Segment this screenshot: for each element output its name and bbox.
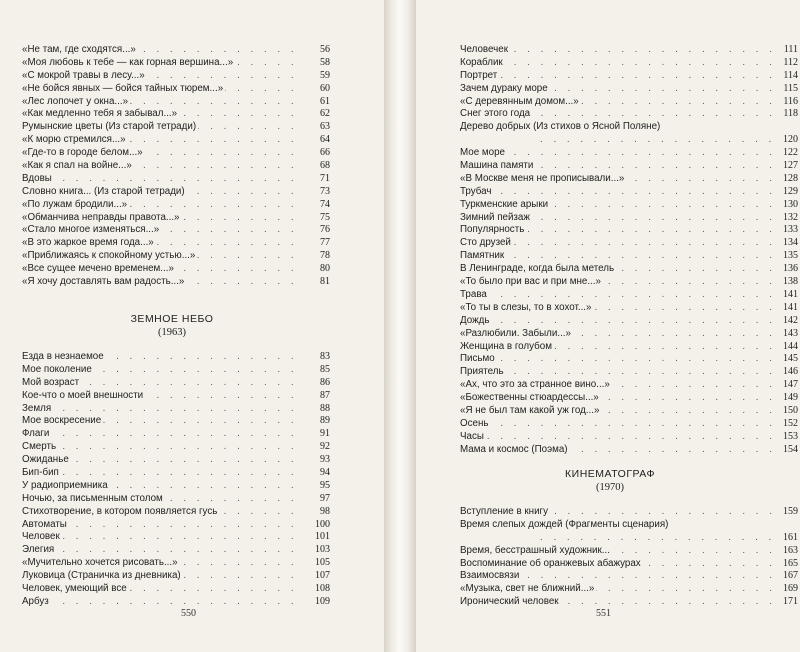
page-number-right: 551: [596, 608, 611, 619]
toc-entry-title: «Я хочу доставлять вам радость...»: [22, 276, 185, 288]
toc-entry-title: Земля: [22, 402, 52, 414]
dot-leader: [460, 57, 772, 70]
toc-entry-page: 92: [304, 441, 330, 454]
toc-entry-title: «Обманчива неправды правота...»: [22, 211, 180, 223]
toc-entry-title: «Я не был там какой уж год...»: [460, 404, 600, 416]
toc-entry-page: 68: [304, 160, 330, 173]
toc-entry: [22, 237, 330, 250]
toc-entry: [460, 70, 798, 83]
toc-entry: [460, 186, 798, 199]
toc-entry-page: 101: [304, 531, 330, 544]
toc-entry: [460, 545, 798, 558]
toc-entry: [460, 519, 798, 545]
toc-entry-title: Стихотворение, в котором появляется гусь: [22, 505, 218, 517]
toc-entry: [460, 108, 798, 121]
toc-entry-page: 144: [772, 341, 798, 354]
toc-entry-title: Кое-что о моей внешности: [22, 389, 144, 401]
toc-entry-page: 161: [772, 532, 798, 545]
toc-entry-title: Словно книга... (Из старой тетради): [22, 185, 185, 197]
toc-entry-page: 93: [304, 454, 330, 467]
toc-entry-title: Часы: [460, 430, 484, 442]
toc-entry: [460, 173, 798, 186]
toc-entry-page: 120: [772, 134, 798, 147]
toc-entry-page: 141: [772, 289, 798, 302]
toc-entry-page: 77: [304, 237, 330, 250]
toc-entry-title: Кораблик: [460, 56, 503, 68]
toc-entry-title: Сто друзей: [460, 237, 511, 249]
toc-entry: [22, 544, 330, 557]
section-year-1970: (1970): [596, 482, 624, 493]
toc-entry: [460, 160, 798, 173]
toc-entry: [460, 353, 798, 366]
toc-entry-page: 111: [772, 44, 798, 57]
toc-entry-page: 64: [304, 134, 330, 147]
dot-leader: [22, 544, 304, 557]
toc-entry-title: «Все сущее мечено временем...»: [22, 263, 174, 275]
dot-leader: [460, 353, 772, 366]
toc-entry: [22, 57, 330, 70]
toc-entry-page: 109: [304, 596, 330, 609]
dot-leader: [22, 403, 304, 416]
toc-entry: [22, 212, 330, 225]
toc-entry-page: 169: [772, 583, 798, 596]
toc-entry-title: Время слепых дождей (Фрагменты сценария): [460, 519, 712, 532]
toc-entry-title: Популярность: [460, 224, 525, 236]
toc-entry-page: 115: [772, 83, 798, 96]
toc-entry-page: 88: [304, 403, 330, 416]
toc-entry: [460, 558, 798, 571]
toc-entry: [460, 328, 798, 341]
toc-entry-title: «То ты в слезы, то в хохот...»: [460, 301, 592, 313]
toc-entry-title: Арбуз: [22, 595, 49, 607]
toc-entry-page: 76: [304, 224, 330, 237]
toc-entry: [460, 57, 798, 70]
toc-list-right-top: [416, 44, 800, 457]
toc-entry-title: Зимний пейзаж: [460, 211, 530, 223]
toc-entry-page: 66: [304, 147, 330, 160]
toc-entry: [22, 160, 330, 173]
toc-entry-title: Мама и космос (Поэма): [460, 443, 568, 455]
dot-leader: [460, 366, 772, 379]
toc-entry-page: 130: [772, 199, 798, 212]
toc-entry-page: 142: [772, 315, 798, 328]
toc-entry-title: «Стало многое изменяться...»: [22, 224, 160, 236]
dot-leader: [460, 315, 772, 328]
toc-entry-title: Мое поколение: [22, 363, 92, 375]
toc-entry-page: 138: [772, 276, 798, 289]
toc-entry-title: «В это жаркое время года...»: [22, 237, 154, 249]
toc-entry-title: Луковица (Страничка из дневника): [22, 570, 181, 582]
toc-entry-page: 167: [772, 570, 798, 583]
toc-entry-page: 73: [304, 186, 330, 199]
toc-entry-title: Женщина в голубом: [460, 340, 552, 352]
toc-entry: [460, 44, 798, 57]
toc-entry-page: 97: [304, 493, 330, 506]
toc-entry: [460, 276, 798, 289]
toc-entry-page: 154: [772, 444, 798, 457]
toc-entry: [22, 480, 330, 493]
toc-entry-page: 100: [304, 519, 330, 532]
toc-entry: [22, 441, 330, 454]
toc-entry-page: 153: [772, 431, 798, 444]
toc-entry: [460, 405, 798, 418]
toc-entry-title: Бип-бип: [22, 467, 59, 479]
toc-entry-title: Мое море: [460, 147, 505, 159]
toc-entry: [460, 315, 798, 328]
toc-entry-title: Езда в незнаемое: [22, 351, 104, 362]
toc-entry: [22, 147, 330, 160]
dot-leader: [22, 596, 304, 609]
toc-entry-page: 127: [772, 160, 798, 173]
toc-entry-page: 81: [304, 276, 330, 289]
toc-entry-page: 63: [304, 121, 330, 134]
toc-entry: [22, 121, 330, 134]
toc-entry-page: 83: [304, 351, 330, 364]
dot-leader: [460, 186, 772, 199]
toc-entry-page: 58: [304, 57, 330, 70]
dot-leader: [22, 441, 304, 454]
toc-entry: [22, 519, 330, 532]
toc-entry: [22, 250, 330, 263]
toc-entry-page: 152: [772, 418, 798, 431]
toc-entry-page: 143: [772, 328, 798, 341]
toc-entry: [460, 583, 798, 596]
toc-entry: [22, 199, 330, 212]
toc-entry-title: «В Москве меня не прописывали...»: [460, 172, 625, 184]
toc-entry-title: «С мокрой травы в лесу...»: [22, 69, 145, 81]
toc-entry-title: Дождь: [460, 314, 490, 326]
toc-entry-title: Смерть: [22, 441, 57, 453]
toc-entry-title: «Музыка, свет не ближний...»: [460, 583, 595, 595]
section-title-kinematograf: КИНЕМАТОГРАФ: [565, 468, 655, 480]
toc-entry-page: 87: [304, 390, 330, 403]
dot-leader: [22, 467, 304, 480]
toc-entry: [460, 444, 798, 457]
dot-leader: [460, 289, 772, 302]
toc-entry: [460, 379, 798, 392]
toc-entry-title: Воспоминание об оранжевых абажурах: [460, 557, 641, 569]
toc-entry-title: Ожиданье: [22, 454, 69, 466]
toc-entry: [460, 263, 798, 276]
toc-entry-title: У радиоприемника: [22, 479, 108, 491]
toc-entry-title: Человек: [22, 531, 60, 543]
toc-entry: [22, 596, 330, 609]
toc-entry-page: 133: [772, 224, 798, 237]
toc-entry-title: «Как медленно тебя я забывал...»: [22, 108, 178, 120]
toc-entry-page: 116: [772, 96, 798, 109]
toc-entry-title: «Божественны стюардессы...»: [460, 392, 599, 404]
toc-entry-page: 118: [772, 108, 798, 121]
dot-leader: [460, 250, 772, 263]
toc-entry-title: В Ленинграде, когда была метель: [460, 263, 615, 275]
toc-entry: [22, 364, 330, 377]
toc-entry-title: «Приближаясь к спокойному устью...»: [22, 250, 196, 262]
toc-entry: [22, 583, 330, 596]
toc-entry-page: 95: [304, 480, 330, 493]
toc-entry: [22, 44, 330, 57]
dot-leader: [460, 70, 772, 83]
toc-entry: [22, 186, 330, 199]
toc-entry-title: Иронический человек: [460, 596, 559, 608]
toc-entry-page: 80: [304, 263, 330, 276]
toc-entry-page: 56: [304, 44, 330, 57]
toc-entry-title: Осень: [460, 417, 489, 429]
toc-entry-title: Туркменские арыки: [460, 198, 549, 210]
toc-entry-title: «Не бойся явных — бойся тайных тюрем...»: [22, 82, 224, 94]
toc-entry-page: 171: [772, 596, 798, 609]
toc-entry-title: Человек, умеющий все: [22, 583, 127, 595]
toc-entry-page: 86: [304, 377, 330, 390]
dot-leader: [460, 418, 772, 431]
toc-entry: [22, 83, 330, 96]
toc-entry-title: Взаимосвязи: [460, 570, 520, 582]
toc-entry: [22, 96, 330, 109]
toc-entry: [22, 390, 330, 403]
toc-entry-page: 78: [304, 250, 330, 263]
toc-entry: [22, 506, 330, 519]
toc-entry-title: Снег этого года: [460, 108, 531, 120]
toc-entry-page: 71: [304, 173, 330, 186]
toc-entry-page: 150: [772, 405, 798, 418]
toc-entry: [22, 70, 330, 83]
toc-entry-page: 135: [772, 250, 798, 263]
toc-entry-title: Зачем дураку море: [460, 82, 548, 94]
toc-entry-title: «Моя любовь к тебе — как горная вершина...»: [22, 56, 234, 68]
toc-list-right-bottom: [416, 506, 800, 609]
toc-entry: [22, 134, 330, 147]
toc-entry-title: «Не там, где сходятся...»: [22, 44, 136, 55]
dot-leader: [22, 428, 304, 441]
toc-entry-title: Ночью, за письменным столом: [22, 492, 163, 504]
toc-entry-title: Время, бесстрашный художник...: [460, 544, 610, 556]
toc-entry-title: Человечек: [460, 44, 508, 55]
toc-entry-page: 147: [772, 379, 798, 392]
toc-entry-page: 159: [772, 506, 798, 519]
toc-entry-title: «Где-то в городе белом...»: [22, 147, 143, 159]
toc-entry-title: Портрет: [460, 69, 498, 81]
toc-entry: [460, 224, 798, 237]
toc-entry-page: 89: [304, 415, 330, 428]
toc-entry: [22, 351, 330, 364]
toc-entry-title: Машина памяти: [460, 160, 534, 172]
toc-entry: [460, 431, 798, 444]
toc-entry: [22, 377, 330, 390]
toc-entry-page: 145: [772, 353, 798, 366]
toc-entry: [460, 250, 798, 263]
toc-entry-page: 74: [304, 199, 330, 212]
toc-entry: [460, 289, 798, 302]
toc-entry: [460, 506, 798, 519]
toc-entry: [22, 493, 330, 506]
toc-entry: [460, 392, 798, 405]
toc-entry-title: «По лужам бродили...»: [22, 198, 128, 210]
toc-entry-title: «Лес лопочет у окна...»: [22, 95, 129, 107]
toc-entry: [22, 415, 330, 428]
toc-entry: [460, 237, 798, 250]
toc-entry-title: Мой возраст: [22, 376, 80, 388]
toc-entry: [22, 403, 330, 416]
dot-leader: [540, 532, 772, 545]
toc-entry-page: 85: [304, 364, 330, 377]
toc-entry-title: Автоматы: [22, 518, 67, 530]
right-page: [416, 0, 800, 652]
toc-entry-page: 60: [304, 83, 330, 96]
toc-entry-title: Румынские цветы (Из старой тетради): [22, 121, 197, 133]
toc-entry-page: 141: [772, 302, 798, 315]
toc-entry-title: Дерево добрых (Из стихов о Ясной Поляне): [460, 121, 712, 134]
toc-entry: [22, 570, 330, 583]
dot-leader: [460, 431, 772, 444]
toc-entry: [460, 418, 798, 431]
toc-entry: [22, 454, 330, 467]
book-gutter: [384, 0, 416, 652]
toc-entry-page: 114: [772, 70, 798, 83]
toc-entry-page: 149: [772, 392, 798, 405]
toc-entry: [22, 173, 330, 186]
toc-entry-page: 75: [304, 212, 330, 225]
toc-entry-title: «То было при вас и при мне...»: [460, 276, 601, 288]
toc-entry: [460, 199, 798, 212]
toc-entry-title: «Ах, что это за странное вино...»: [460, 379, 610, 391]
toc-entry-page: 105: [304, 557, 330, 570]
toc-entry: [22, 531, 330, 544]
toc-entry: [460, 96, 798, 109]
toc-entry-page: 61: [304, 96, 330, 109]
toc-entry-title: «Как я спал на войне...»: [22, 160, 132, 172]
toc-entry: [460, 147, 798, 160]
toc-entry-page: 91: [304, 428, 330, 441]
toc-entry: [460, 212, 798, 225]
toc-entry-title: Элегия: [22, 544, 55, 556]
toc-entry: [22, 428, 330, 441]
toc-entry-title: «Разлюбили. Забыли...»: [460, 327, 571, 339]
section-title-zemnoe-nebo: ЗЕМНОЕ НЕБО: [130, 313, 214, 325]
toc-entry-page: 146: [772, 366, 798, 379]
toc-entry-title: Флаги: [22, 428, 50, 440]
toc-entry-page: 112: [772, 57, 798, 70]
toc-entry-title: Мое воскресение: [22, 415, 102, 427]
toc-entry-title: Вдовы: [22, 172, 52, 184]
toc-entry-page: 62: [304, 108, 330, 121]
toc-list-left-bottom: [0, 351, 384, 609]
toc-entry-page: 136: [772, 263, 798, 276]
toc-entry-page: 107: [304, 570, 330, 583]
toc-entry: [22, 557, 330, 570]
section-year-1963: (1963): [158, 327, 186, 338]
toc-entry: [22, 224, 330, 237]
toc-entry-title: Письмо: [460, 353, 495, 365]
toc-entry-page: 94: [304, 467, 330, 480]
dot-leader: [22, 173, 304, 186]
toc-entry-page: 132: [772, 212, 798, 225]
toc-entry: [460, 570, 798, 583]
toc-entry-page: 163: [772, 545, 798, 558]
toc-entry-page: 165: [772, 558, 798, 571]
toc-entry-title: Приятель: [460, 366, 504, 378]
toc-entry: [22, 108, 330, 121]
toc-entry: [22, 467, 330, 480]
toc-entry-page: 129: [772, 186, 798, 199]
page-number-left: 550: [181, 608, 196, 619]
toc-entry-title: «Мучительно хочется рисовать...»: [22, 557, 178, 569]
toc-entry: [22, 263, 330, 276]
toc-entry-page: 108: [304, 583, 330, 596]
toc-entry-page: 103: [304, 544, 330, 557]
toc-entry-title: Памятник: [460, 250, 505, 262]
toc-entry-page: 134: [772, 237, 798, 250]
toc-entry: [460, 121, 798, 147]
dot-leader: [540, 134, 772, 147]
toc-entry-title: «К морю стремился...»: [22, 134, 126, 146]
toc-entry-page: 128: [772, 173, 798, 186]
toc-entry: [460, 596, 798, 609]
toc-entry: [22, 276, 330, 289]
left-page: [0, 0, 384, 652]
toc-list-left-top: [0, 44, 384, 289]
toc-entry: [460, 83, 798, 96]
toc-entry: [460, 366, 798, 379]
toc-entry-page: 98: [304, 506, 330, 519]
toc-entry-title: Трубач: [460, 185, 492, 197]
toc-entry-title: Вступление в книгу: [460, 506, 549, 517]
toc-entry-title: Трава: [460, 288, 487, 300]
toc-entry: [460, 341, 798, 354]
toc-entry: [460, 302, 798, 315]
dot-leader: [22, 531, 304, 544]
toc-entry-page: 122: [772, 147, 798, 160]
toc-entry-page: 59: [304, 70, 330, 83]
toc-entry-title: «С деревянным домом...»: [460, 95, 579, 107]
